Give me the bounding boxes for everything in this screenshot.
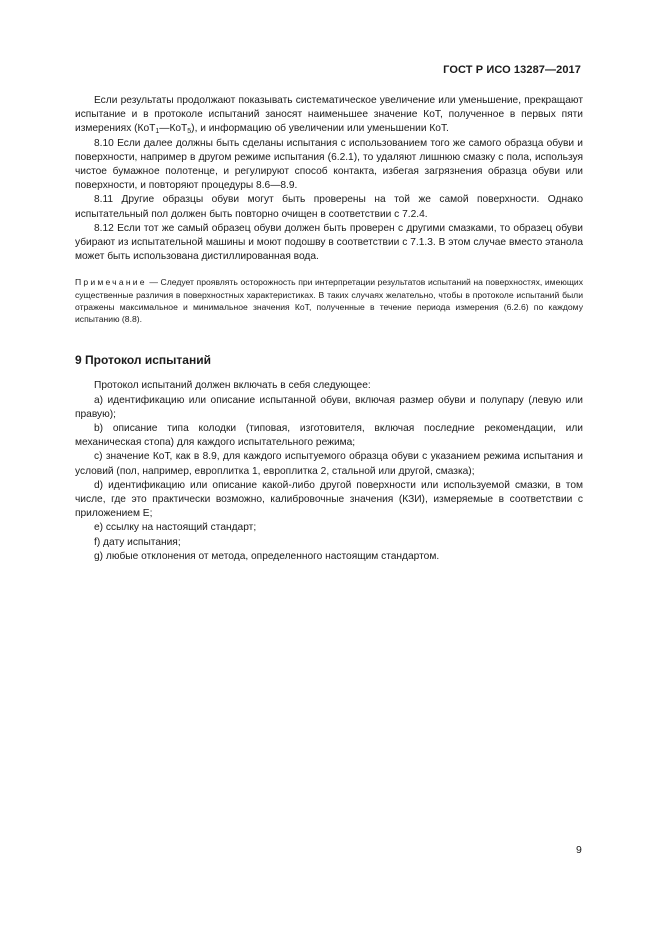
page-number: 9	[576, 844, 582, 856]
paragraph-8-11: 8.11 Другие образцы обуви могут быть проверены на той же самой поверхности. Однако испытательный пол должен быть повторно очищен в соответствии с 7.2.4.	[75, 194, 583, 220]
list-item: f) дату испытания;	[94, 536, 181, 548]
subscript: 5	[187, 128, 192, 136]
list-item: d) идентификацию или описание какой-либо другой поверхности или используемой смазки, в том числе, где это практически возможно, калибровочные значения (КЗИ), измеряемые в соответствии с приложением Е;	[75, 479, 583, 520]
note	[75, 276, 583, 325]
paragraph-text: Если результаты продолжают показывать систематическое увеличение или уменьшение, прекращают испытание и в протоколе испытаний заносят наименьшее значение КоТ, полученное в первых пяти измерениях (КоТ	[75, 95, 583, 135]
paragraph-text: ), и информацию об увеличении или уменьшении КоТ.	[191, 123, 449, 135]
paragraph-8-9-continuation	[75, 94, 583, 137]
document-body	[75, 94, 583, 564]
list-item: b) описание типа колодки (типовая, изготовителя, включая последние рекомендации, или механическая стопа) для каждого испытательного режима;	[75, 423, 583, 449]
section-9-title: 9 Протокол испытаний	[75, 353, 211, 368]
list-item: a) идентификацию или описание испытанной обуви, включая размер обуви и полупару (левую или правую);	[75, 394, 583, 420]
paragraph-text: —КоТ	[159, 123, 188, 135]
list-item: e) ссылку на настоящий стандарт;	[94, 522, 257, 534]
subscript: 1	[155, 128, 160, 136]
section-9-intro: Протокол испытаний должен включать в себя следующее:	[94, 380, 371, 392]
list-item: c) значение КоТ, как в 8.9, для каждого испытуемого образца обуви с указанием режима испытания и условий (пол, например, европлитка 1, европлитка 2, стальной или другой, смазка);	[75, 451, 583, 477]
note-text: — Следует проявлять осторожность при интерпретации результатов испытаний на поверхностях, имеющих существенные различия в поверхностных характеристиках. В таких случаях желательно, чтобы в протоколе испытаний были отражены максимальное и минимальное значения КоТ, полученные в течение периода измерения (6.2.6) по каждому испытанию (8.8).	[75, 277, 583, 325]
standard-header: ГОСТ Р ИСО 13287—2017	[443, 64, 581, 76]
paragraph-8-12: 8.12 Если тот же самый образец обуви должен быть проверен с другими смазками, то образец обуви убирают из испытательной машины и моют подошву в соответствии с 7.1.3. В этом случае вместо этанола может быть использована дистиллированная вода.	[75, 222, 583, 263]
note-label: Примечание	[75, 277, 147, 288]
list-item: g) любые отклонения от метода, определенного настоящим стандартом.	[94, 550, 440, 562]
paragraph-8-10: 8.10 Если далее должны быть сделаны испытания с использованием того же самого образца обуви и поверхности, например в другом режиме испытания (6.2.1), то удаляют лишнюю смазку с пола, используя чистое бумажное полотенце, и регулируют способ контакта, избегая загрязнения образца обуви или поверхности, и повторяют процедуры 8.6—8.9.	[75, 137, 583, 192]
